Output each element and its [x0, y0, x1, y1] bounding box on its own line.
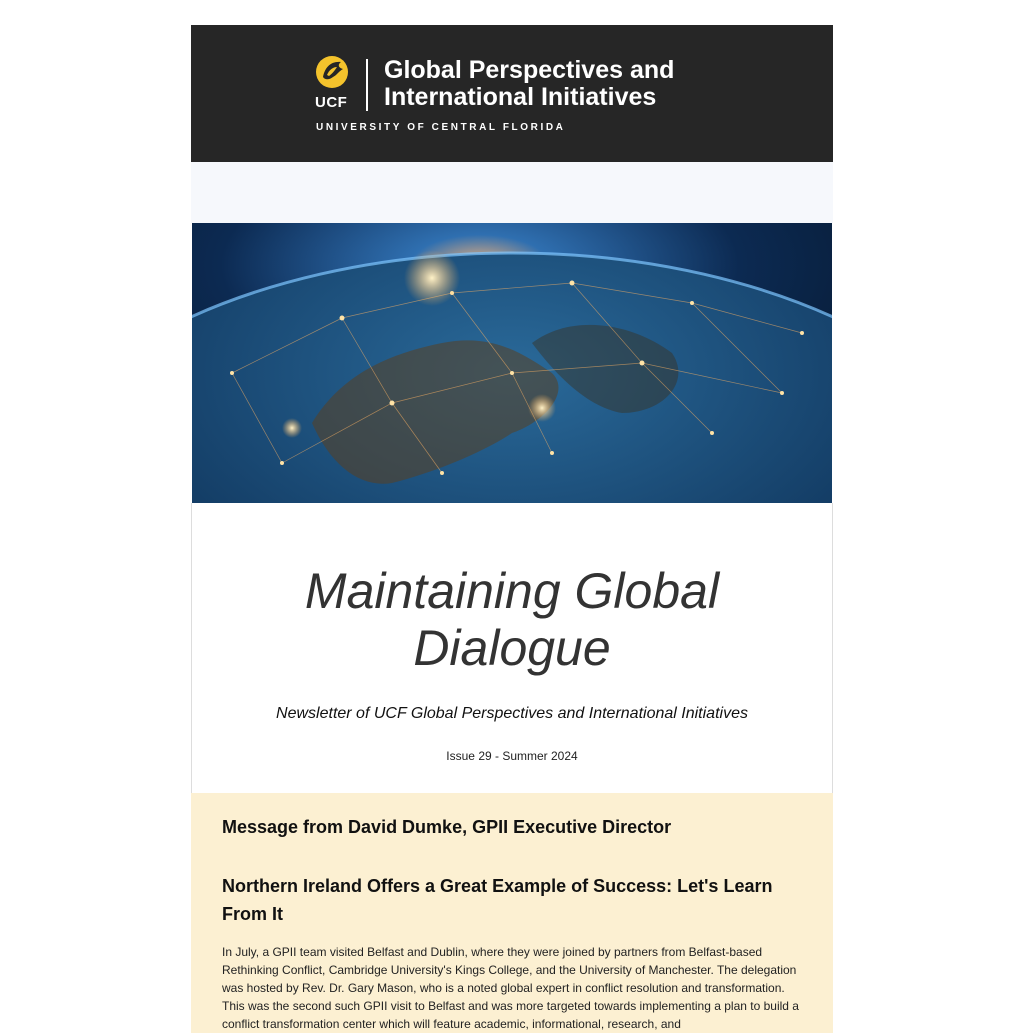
university-name: UNIVERSITY OF CENTRAL FLORIDA — [316, 122, 566, 133]
globe-network-image — [192, 223, 832, 503]
director-message-section — [191, 793, 833, 1033]
newsletter-intro — [191, 503, 833, 793]
pegasus-icon — [315, 53, 351, 91]
message-heading: Message from David Dumke, GPII Executive Director — [222, 817, 672, 837]
ucf-wordmark: UCF — [315, 94, 348, 111]
ucf-gpii-logo[interactable] — [315, 53, 715, 135]
header-banner — [191, 25, 833, 162]
unit-name: Global Perspectives and International Initiatives — [384, 56, 675, 111]
logo-divider — [366, 59, 368, 111]
newsletter-subtitle: Newsletter of UCF Global Perspectives and International Initiatives — [276, 705, 748, 722]
newsletter-email — [191, 25, 833, 1033]
hero-image — [192, 223, 832, 503]
article-body: In July, a GPII team visited Belfast and Dublin, where they were joined by partners from Belfast-based Rethinking Conflict, Cambridge University's Kings College, and the University of Manchester. The delegation was hosted by Rev. Dr. Gary Mason, who is a noted global expert in conflict resolution and transformation. This was the second such GPII visit to Belfast and was more targeted towards implementing a plan to build a conflict transformation center which will feature academic, informational, research, and — [222, 945, 799, 1031]
header-spacer — [191, 162, 833, 223]
article-title: Northern Ireland Offers a Great Example of Success: Let's Learn From It — [222, 876, 773, 924]
newsletter-title: Maintaining Global Dialogue — [304, 563, 720, 676]
issue-label: Issue 29 - Summer 2024 — [446, 749, 578, 763]
